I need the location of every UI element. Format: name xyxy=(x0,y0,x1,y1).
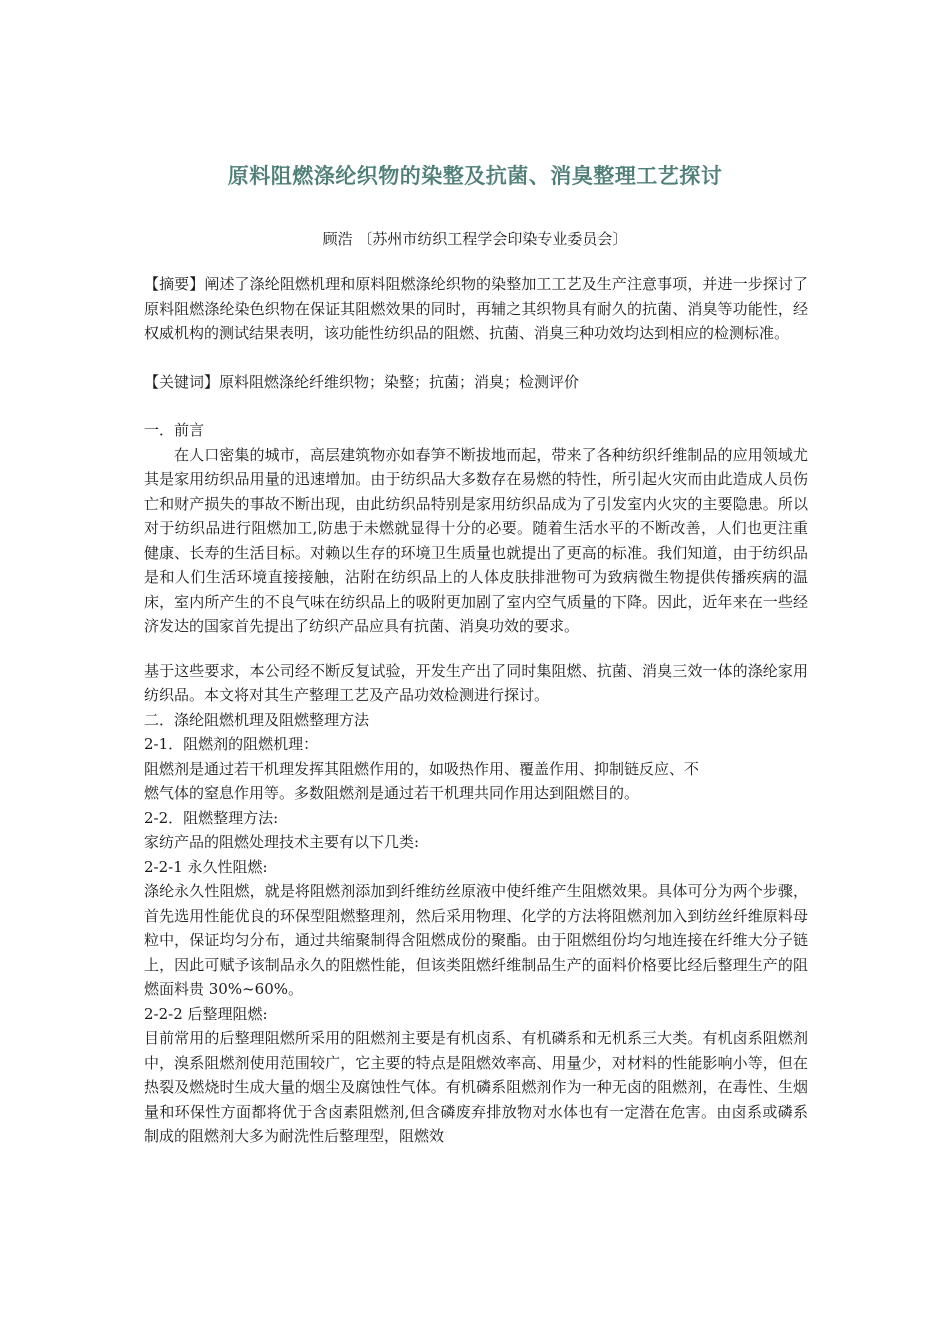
subsection-heading-2-2-1: 2-2-1 永久性阻燃: xyxy=(144,857,268,876)
document-title: 原料阻燃涤纶织物的染整及抗菌、消臭整理工艺探讨 xyxy=(227,163,723,188)
permanent-fr-paragraph: 涤纶永久性阻燃，就是将阻燃剂添加到纤维纺丝原液中使纤维产生阻燃效果。具体可分为两个步骤，首先选用性能优良的环保型阻燃整理剂，然后采用物理、化学的方法将阻燃剂加入到纺丝纤维原料母粒中，保证均匀分布，通过共缩聚制得含阻燃成份的聚酯。由于阻燃组份均匀地连接在纤维大分子链上，因此可赋予该制品永久的阻燃性能，但该类阻燃纤维制品生产的面料价格要比经后整理生产的阻燃面料贵 30%~60%。 xyxy=(144,882,808,998)
document-body xyxy=(144,272,808,1149)
section-heading-2: 二．涤纶阻燃机理及阻燃整理方法 xyxy=(144,710,370,729)
mechanism-line-1: 阻燃剂是通过若干机理发挥其阻燃作用的，如吸热作用、覆盖作用、抑制链反应、不 xyxy=(144,759,700,778)
abstract-paragraph: 【摘要】阐述了涤纶阻燃机理和原料阻燃涤纶织物的染整加工工艺及生产注意事项，并进一步探讨了原料阻燃涤纶染色织物在保证其阻燃效果的同时，再辅之其织物具有耐久的抗菌、消臭等功能性，经权威机构的测试结果表明，该功能性纺织品的阻燃、抗菌、消臭三种功效均达到相应的检测标准。 xyxy=(144,275,808,342)
section-heading-1: 一．前言 xyxy=(144,421,205,439)
finishing-fr-paragraph: 目前常用的后整理阻燃所采用的阻燃剂主要是有机卤系、有机磷系和无机系三大类。有机卤系阻燃剂中，溴系阻燃剂使用范围较广，它主要的特点是阻燃效率高、用量少，对材料的性能影响小等，但在热裂及燃烧时生成大量的烟尘及腐蚀性气体。有机磷系阻燃剂作为一种无卤的阻燃剂，在毒性、生烟量和环保性方面都将优于含卤素阻燃剂,但含磷废弃排放物对水体也有一定潜在危害。由卤系或磷系制成的阻燃剂大多为耐洗性后整理型，阻燃效 xyxy=(144,1029,808,1145)
subsection-heading-2-2: 2-2．阻燃整理方法: xyxy=(144,808,279,827)
intro-paragraph-2: 基于这些要求，本公司经不断反复试验，开发生产出了同时集阻燃、抗菌、消臭三效一体的涤纶家用纺织品。本文将对其生产整理工艺及产品功效检测进行探讨。 xyxy=(144,661,808,704)
subsection-heading-2-1: 2-1．阻燃剂的阻燃机理： xyxy=(144,735,319,753)
subsection-heading-2-2-2: 2-2-2 后整理阻燃: xyxy=(144,1004,268,1023)
methods-intro: 家纺产品的阻燃处理技术主要有以下几类: xyxy=(144,833,420,851)
intro-paragraph: 在人口密集的城市，高层建筑物亦如春笋不断拔地而起，带来了各种纺织纤维制品的应用领域尤其是家用纺织品用量的迅速增加。由于纺织品大多数存在易燃的特性，所引起火灾而由此造成人员伤亡和财产损失的事故不断出现，由此纺织品特别是家用纺织品成为了引发室内火灾的主要隐患。所以对于纺织品进行阻燃加工,防患于未燃就显得十分的必要。随着生活水平的不断改善，人们也更注重健康、长寿的生活目标。对赖以生存的环境卫生质量也就提出了更高的标准。我们知道，由于纺织品是和人们生活环境直接接触，沾附在纺织品上的人体皮肤排泄物可为致病微生物提供传播疾病的温床，室内所产生的不良气味在纺织品上的吸附更加剧了室内空气质量的下降。因此，近年来在一些经济发达的国家首先提出了纺织产品应具有抗菌、消臭功效的要求。 xyxy=(144,445,808,635)
mechanism-line-2: 燃气体的窒息作用等。多数阻燃剂是通过若干机理共同作用达到阻燃目的。 xyxy=(144,784,640,802)
author-affiliation: 顾浩 〔苏州市纺织工程学会印染专业委员会〕 xyxy=(322,230,628,248)
keywords-paragraph: 【关键词】原料阻燃涤纶纤维织物；染整；抗菌；消臭；检测评价 xyxy=(144,372,580,391)
